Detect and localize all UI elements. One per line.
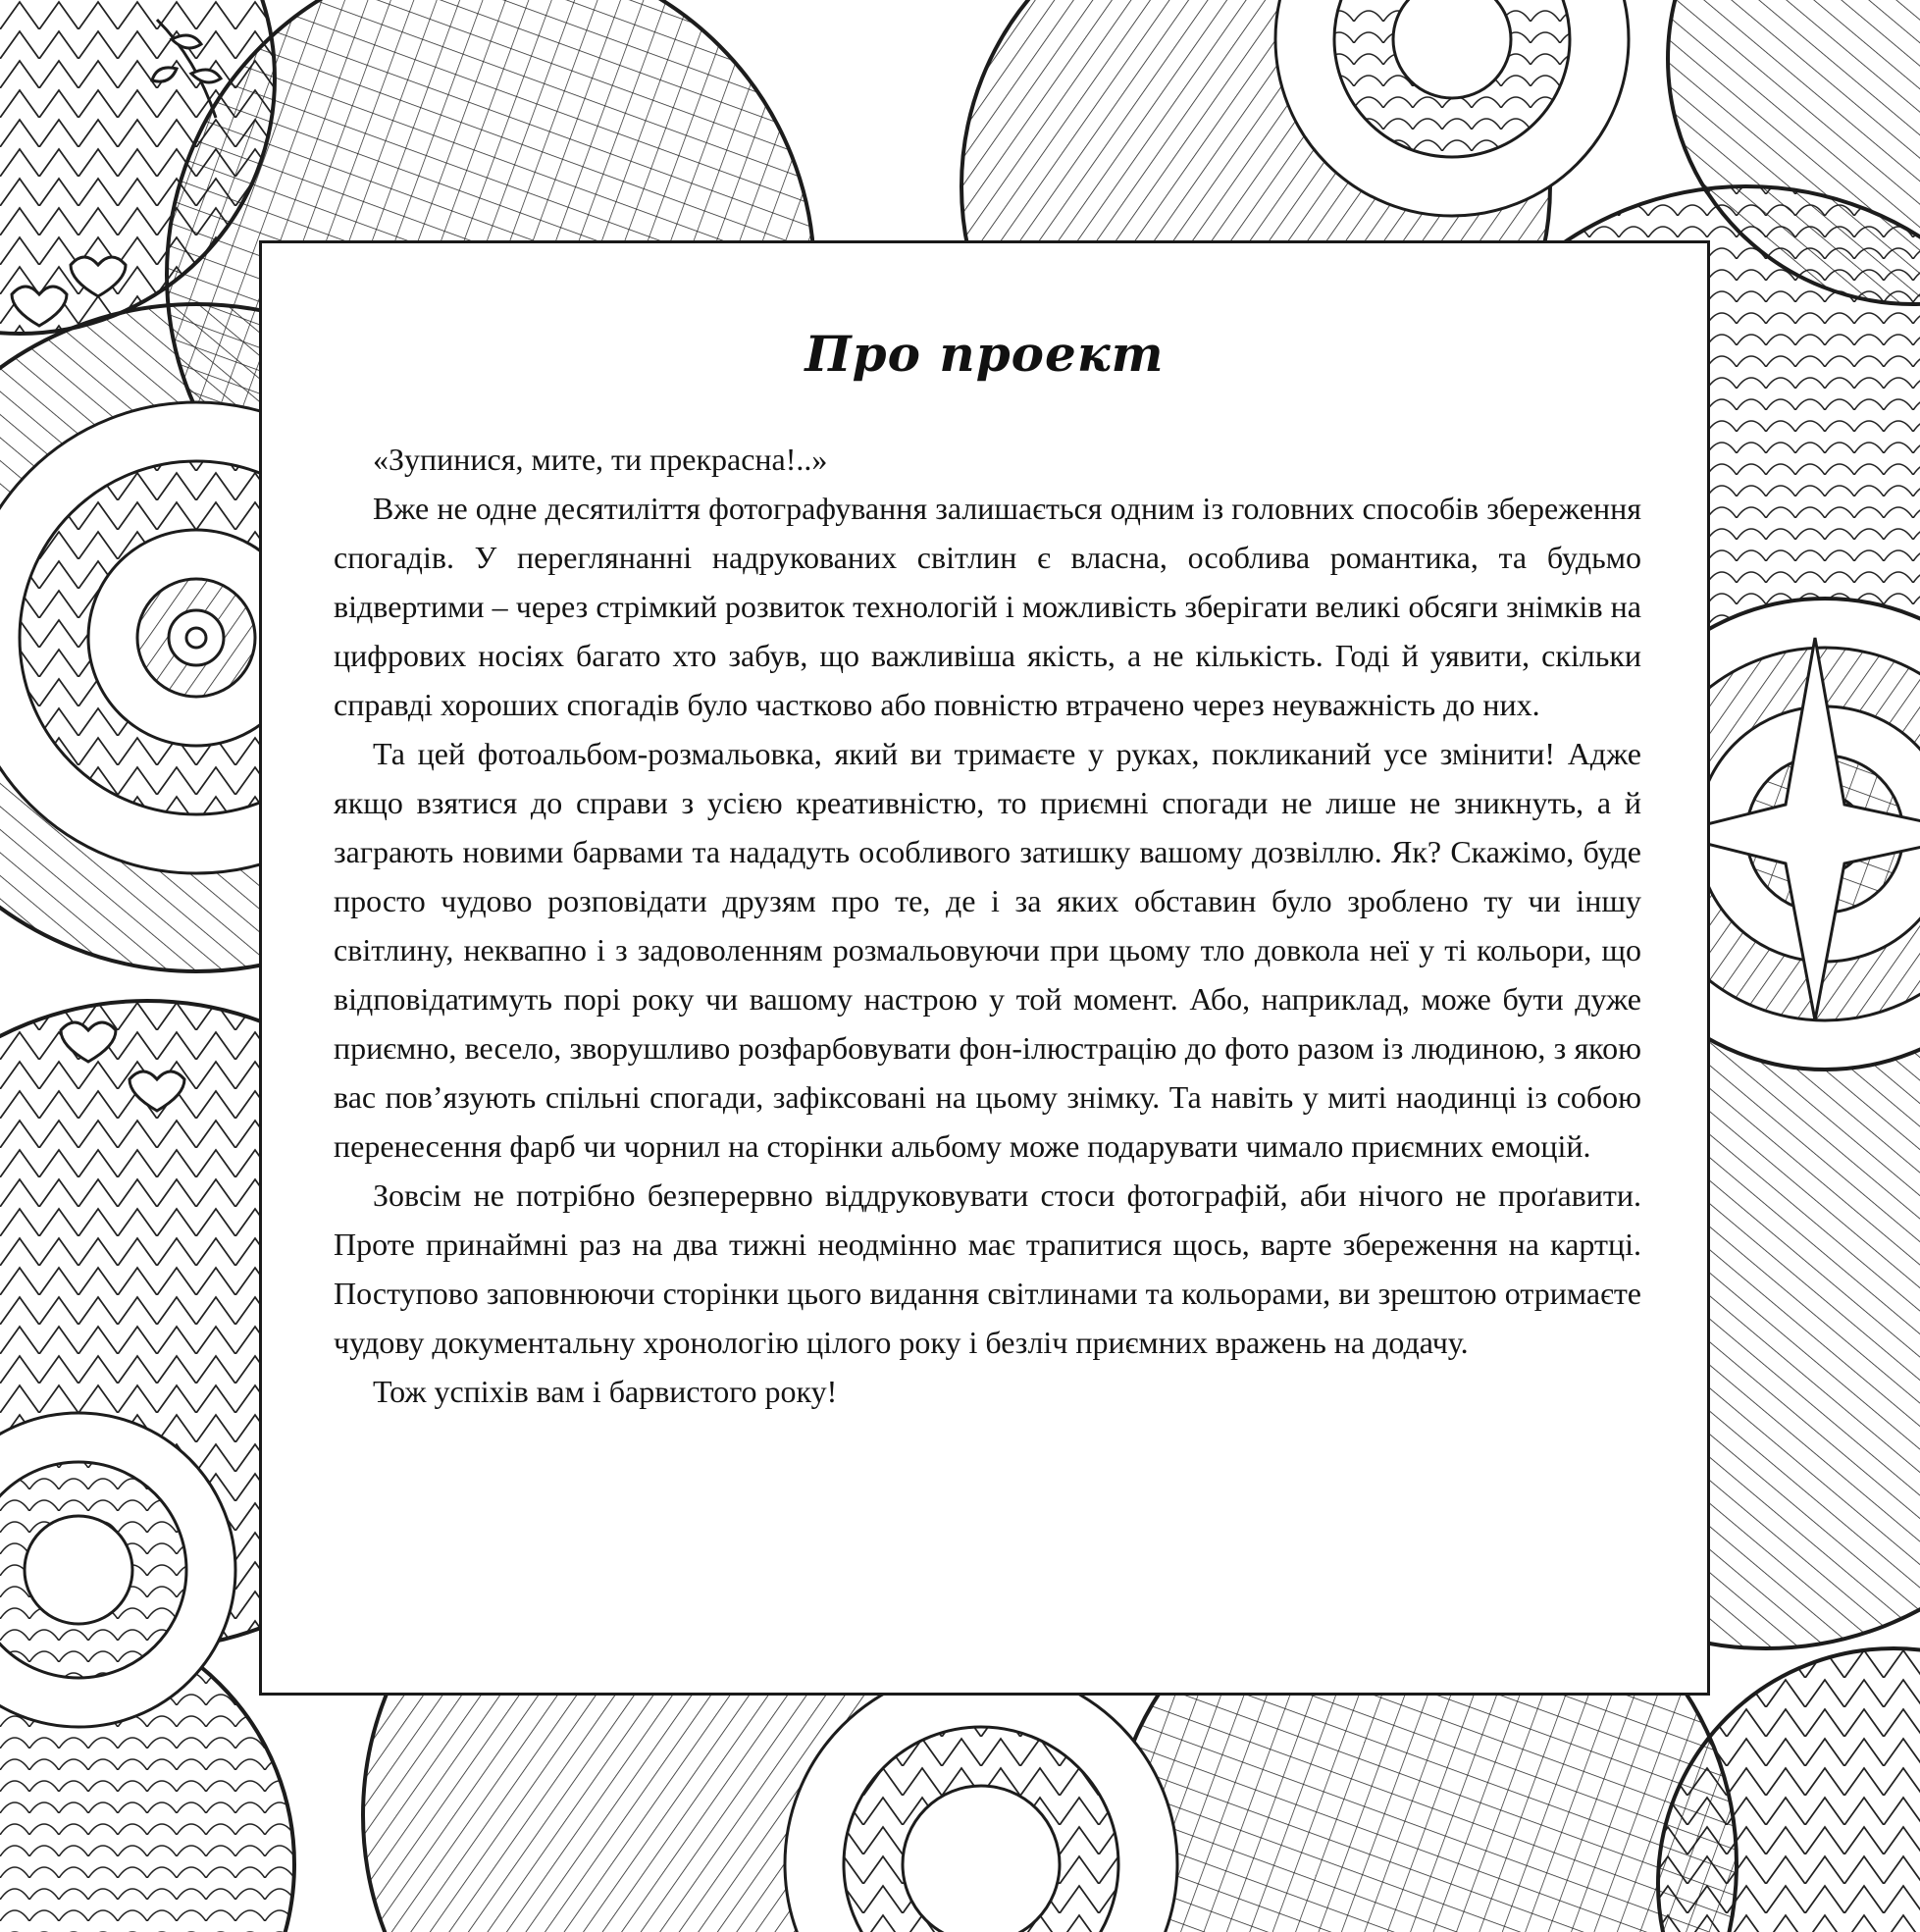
paragraph-quote: «Зупинися, мите, ти прекрасна!..» — [373, 442, 828, 477]
paragraph-closing: Тож успіхів вам і барвистого року! — [373, 1374, 838, 1409]
text-frame — [259, 240, 1710, 1696]
paragraph: Зовсім не потрібно безперервно віддруковувати стоси фотографій, аби нічого не проґавити. Проте принаймні раз на два тижні неодмінно має трапитися щось, варте збереження на картці. Поступово заповнюючи сторінки цього видання світлинами та кольорами, ви зрештою отримаєте чудову документальну хронологію цілого року і безліч приємних вражень на додачу. — [334, 1177, 1641, 1360]
article-body — [334, 435, 1641, 1416]
paragraph: Вже не одне десятиліття фотографування залишається одним із головних способів збереження спогадів. У переглянанні надрукованих світлин є власна, особлива романтика, та будьмо відвертими – через стрімкий розвиток технологій і можливість зберігати великі обсяги знімків на цифрових носіях багато хто забув, що важливіша якість, а не кількість. Годі й уявити, скільки справді хороших спогадів було частково або повністю втрачено через неуважність до них. — [334, 491, 1641, 722]
page-title: Про проект — [804, 325, 1165, 383]
paragraph: Та цей фотоальбом-розмальовка, який ви тримаєте у руках, покликаний усе змінити! Адже якщо взятися до справи з усією креативністю, то приємні спогади не лише не зникнуть, а й заграють новими барвами та нададуть особливого затишку вашому дозвіллю. Як? Скажімо, буде просто чудово розповідати друзям про те, де і за яких обставин було зроблено ту чи іншу світлину, неквапно і з задоволенням розмальовуючи при цьому тло довкола неї у ті кольори, що відповідатимуть порі року чи вашому настрою у той момент. Або, наприклад, може бути дуже приємно, весело, зворушливо розфарбовувати фон-ілюстрацію до фото разом із людиною, з якою вас пов’язують спільні спогади, зафіксовані на цьому знімку. Та навіть у миті наодинці із собою перенесення фарб чи чорнил на сторінки альбому може подарувати чимало приємних емоцій. — [334, 736, 1641, 1164]
